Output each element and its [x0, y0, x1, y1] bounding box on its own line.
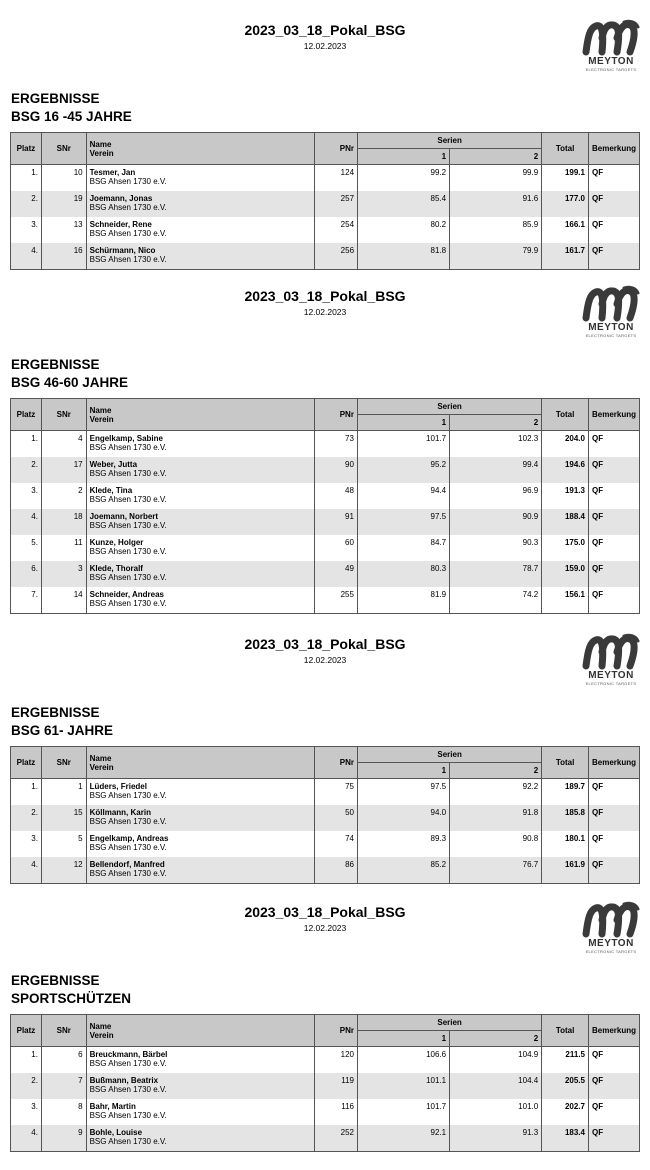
- document-date: 12.02.2023: [303, 923, 347, 933]
- bemerkung-cell: QF: [591, 168, 604, 177]
- header-platz: Platz: [11, 133, 42, 165]
- name-cell: [86, 483, 315, 509]
- series-2-cell: 91.6: [522, 194, 539, 203]
- name-cell: [86, 535, 315, 561]
- logo-sub-text: ELECTRONIC TARGETS: [585, 67, 637, 72]
- club-name: BSG Ahsen 1730 e.V.: [89, 469, 167, 478]
- series-2-cell: 79.9: [522, 246, 539, 255]
- snr-cell: 16: [73, 246, 83, 255]
- series-1-cell: 106.6: [426, 1050, 447, 1059]
- series-1-cell: 99.2: [430, 168, 447, 177]
- series-2-cell: 102.3: [518, 434, 539, 443]
- name-cell: [86, 1099, 315, 1125]
- pnr-cell: 86: [345, 860, 355, 869]
- header-name: [86, 747, 315, 779]
- total-cell: 161.7: [564, 246, 585, 255]
- series-1-cell: 94.0: [430, 808, 447, 817]
- header-series-2: 2: [450, 1031, 542, 1047]
- header-total: Total: [542, 399, 589, 431]
- series-1-cell: 101.7: [426, 1102, 447, 1111]
- snr-cell: 4: [78, 434, 83, 443]
- series-1-cell: 80.3: [430, 564, 447, 573]
- logo-brand-text: MEYTON: [588, 322, 634, 333]
- pnr-cell: 252: [340, 1128, 354, 1137]
- name-cell: [86, 509, 315, 535]
- pnr-cell: 75: [345, 782, 355, 791]
- total-cell: 191.3: [564, 486, 585, 495]
- snr-cell: 17: [73, 460, 83, 469]
- bemerkung-cell: QF: [591, 590, 604, 599]
- snr-cell: 8: [78, 1102, 83, 1111]
- header-platz: Platz: [11, 399, 42, 431]
- header-platz: Platz: [11, 747, 42, 779]
- results-table: [10, 1014, 640, 1152]
- shooter-name: Bellendorf, Manfred: [89, 860, 165, 869]
- series-1-cell: 81.8: [430, 246, 447, 255]
- section-heading: [11, 90, 132, 126]
- table-row: [11, 431, 640, 458]
- snr-cell: 9: [78, 1128, 83, 1137]
- shooter-name: Klede, Tina: [89, 486, 133, 495]
- pnr-cell: 124: [340, 168, 355, 177]
- name-cell: [86, 1073, 315, 1099]
- series-1-cell: 80.2: [430, 220, 447, 229]
- club-name: BSG Ahsen 1730 e.V.: [89, 521, 167, 530]
- table-row: [11, 1073, 640, 1099]
- shooter-name: Breuckmann, Bärbel: [89, 1050, 168, 1059]
- name-cell: [86, 457, 315, 483]
- bemerkung-cell: QF: [591, 486, 604, 495]
- pnr-cell: 254: [340, 220, 355, 229]
- pnr-cell: 120: [340, 1050, 354, 1059]
- club-name: BSG Ahsen 1730 e.V.: [89, 573, 167, 582]
- header-serien: Serien: [358, 133, 542, 149]
- header-bemerkung: Bemerkung: [588, 399, 639, 431]
- bemerkung-cell: QF: [591, 834, 604, 843]
- series-2-cell: 104.9: [518, 1050, 539, 1059]
- header-bemerkung: Bemerkung: [588, 133, 639, 165]
- club-name: BSG Ahsen 1730 e.V.: [89, 203, 167, 212]
- snr-cell: 19: [73, 194, 83, 203]
- heading-ergebnisse: ERGEBNISSE: [11, 357, 100, 372]
- document-title: 2023_03_18_Pokal_BSG: [244, 904, 406, 920]
- meyton-logo: [580, 632, 642, 688]
- pnr-cell: 48: [345, 486, 354, 495]
- total-cell: 161.9: [564, 860, 585, 869]
- header-series-2: 2: [450, 763, 542, 779]
- bemerkung-cell: QF: [591, 194, 604, 203]
- series-1-cell: 89.3: [430, 834, 447, 843]
- total-cell: 180.1: [564, 834, 585, 843]
- table-header: [11, 399, 640, 431]
- header-series-1: 1: [358, 763, 450, 779]
- name-cell: [86, 1125, 315, 1152]
- platz-cell: 2.: [31, 460, 38, 469]
- section-heading: [11, 972, 131, 1008]
- bemerkung-cell: QF: [591, 1128, 604, 1137]
- table-row: [11, 243, 640, 270]
- pnr-cell: 50: [345, 808, 355, 817]
- header-serien: Serien: [357, 1015, 541, 1031]
- bemerkung-cell: QF: [591, 564, 604, 573]
- table-row: [11, 535, 640, 561]
- name-cell: [86, 217, 315, 243]
- bemerkung-cell: QF: [591, 782, 604, 791]
- club-name: BSG Ahsen 1730 e.V.: [89, 599, 167, 608]
- shooter-name: Tesmer, Jan: [89, 168, 136, 177]
- table-row: [11, 587, 640, 614]
- results-table: [10, 132, 640, 270]
- meyton-logo: [580, 284, 642, 340]
- logo-sub-text: ELECTRONIC TARGETS: [585, 681, 637, 686]
- series-2-cell: 76.7: [522, 860, 539, 869]
- bemerkung-cell: QF: [591, 460, 604, 469]
- club-name: BSG Ahsen 1730 e.V.: [89, 817, 167, 826]
- snr-cell: 5: [78, 834, 83, 843]
- header-series-2: 2: [450, 149, 542, 165]
- section-heading: [11, 704, 113, 740]
- header-name: [86, 1015, 315, 1047]
- shooter-name: Bohle, Louise: [89, 1128, 143, 1137]
- heading-ergebnisse: ERGEBNISSE: [11, 705, 100, 720]
- logo-sub-text: ELECTRONIC TARGETS: [585, 949, 637, 954]
- table-row: [11, 509, 640, 535]
- header-verein-label: Verein: [89, 148, 114, 158]
- total-cell: 202.7: [564, 1102, 585, 1111]
- logo-brand-text: MEYTON: [588, 670, 634, 681]
- document-date: 12.02.2023: [303, 655, 347, 665]
- header-snr: SNr: [41, 133, 86, 165]
- snr-cell: 6: [78, 1050, 83, 1059]
- heading-ergebnisse: ERGEBNISSE: [11, 973, 100, 988]
- meyton-logo: [580, 900, 642, 956]
- pnr-cell: 90: [345, 460, 354, 469]
- pnr-cell: 91: [345, 512, 354, 521]
- club-name: BSG Ahsen 1730 e.V.: [89, 1059, 167, 1068]
- club-name: BSG Ahsen 1730 e.V.: [89, 547, 167, 556]
- total-cell: 175.0: [564, 538, 585, 547]
- results-table: [10, 398, 640, 614]
- shooter-name: Engelkamp, Sabine: [89, 434, 163, 443]
- document-date: 12.02.2023: [303, 307, 347, 317]
- header-pnr: PNr: [315, 747, 358, 779]
- heading-category: BSG 46-60 JAHRE: [11, 375, 129, 390]
- table-row: [11, 805, 640, 831]
- header-verein-label: Verein: [89, 1030, 114, 1040]
- shooter-name: Kunze, Holger: [89, 538, 144, 547]
- heading-category: SPORTSCHÜTZEN: [11, 991, 132, 1006]
- name-cell: [86, 191, 315, 217]
- header-name: [86, 133, 315, 165]
- series-2-cell: 99.9: [522, 168, 539, 177]
- series-1-cell: 94.4: [430, 486, 447, 495]
- series-2-cell: 96.9: [522, 486, 539, 495]
- club-name: BSG Ahsen 1730 e.V.: [89, 843, 167, 852]
- bemerkung-cell: QF: [591, 1076, 604, 1085]
- name-cell: [86, 431, 315, 458]
- club-name: BSG Ahsen 1730 e.V.: [89, 1085, 167, 1094]
- table-row: [11, 857, 640, 884]
- series-2-cell: 91.8: [522, 808, 539, 817]
- club-name: BSG Ahsen 1730 e.V.: [89, 791, 167, 800]
- results-table: [10, 746, 640, 884]
- total-cell: 199.1: [564, 168, 585, 177]
- total-cell: 205.5: [564, 1076, 585, 1085]
- table-row: [11, 457, 640, 483]
- club-name: BSG Ahsen 1730 e.V.: [89, 229, 167, 238]
- series-1-cell: 101.1: [426, 1076, 447, 1085]
- shooter-name: Weber, Jutta: [89, 460, 138, 469]
- shooter-name: Bußmann, Beatrix: [89, 1076, 159, 1085]
- document-date: 12.02.2023: [303, 41, 347, 51]
- name-cell: [86, 243, 315, 270]
- series-1-cell: 81.9: [430, 590, 447, 599]
- platz-cell: 3.: [31, 486, 38, 495]
- name-cell: [86, 587, 315, 614]
- snr-cell: 1: [78, 782, 83, 791]
- platz-cell: 3.: [31, 220, 38, 229]
- series-2-cell: 90.8: [522, 834, 539, 843]
- shooter-name: Schneider, Rene: [89, 220, 152, 229]
- series-2-cell: 85.9: [522, 220, 539, 229]
- series-1-cell: 97.5: [430, 512, 447, 521]
- series-1-cell: 85.2: [430, 860, 447, 869]
- shooter-name: Klede, Thoralf: [89, 564, 143, 573]
- total-cell: 211.5: [565, 1050, 585, 1059]
- platz-cell: 1.: [31, 782, 38, 791]
- series-2-cell: 91.3: [522, 1128, 539, 1137]
- snr-cell: 12: [73, 860, 83, 869]
- table-header: [11, 133, 640, 165]
- platz-cell: 2.: [31, 808, 38, 817]
- platz-cell: 4.: [31, 512, 38, 521]
- header-total: Total: [542, 1015, 589, 1047]
- platz-cell: 2.: [31, 1076, 38, 1085]
- club-name: BSG Ahsen 1730 e.V.: [89, 255, 167, 264]
- header-series-1: 1: [357, 1031, 449, 1047]
- shooter-name: Köllmann, Karin: [89, 808, 151, 817]
- snr-cell: 15: [73, 808, 83, 817]
- snr-cell: 7: [78, 1076, 83, 1085]
- header-series-2: 2: [450, 415, 542, 431]
- pnr-cell: 255: [340, 590, 354, 599]
- shooter-name: Joemann, Jonas: [89, 194, 153, 203]
- shooter-name: Schürmann, Nico: [89, 246, 156, 255]
- club-name: BSG Ahsen 1730 e.V.: [89, 443, 167, 452]
- header-verein-label: Verein: [89, 762, 114, 772]
- platz-cell: 5.: [31, 538, 38, 547]
- header-snr: SNr: [41, 399, 86, 431]
- heading-category: BSG 16 -45 JAHRE: [11, 109, 132, 124]
- name-cell: [86, 805, 315, 831]
- club-name: BSG Ahsen 1730 e.V.: [89, 1111, 167, 1120]
- table-row: [11, 1125, 640, 1152]
- bemerkung-cell: QF: [591, 860, 604, 869]
- header-bemerkung: Bemerkung: [588, 747, 639, 779]
- club-name: BSG Ahsen 1730 e.V.: [89, 495, 167, 504]
- series-1-cell: 95.2: [430, 460, 447, 469]
- name-cell: [86, 779, 315, 806]
- pnr-cell: 73: [345, 434, 354, 443]
- total-cell: 194.6: [564, 460, 585, 469]
- pnr-cell: 119: [341, 1076, 354, 1085]
- bemerkung-cell: QF: [591, 1102, 604, 1111]
- header-name-label: Name: [89, 1021, 112, 1031]
- snr-cell: 13: [73, 220, 83, 229]
- shooter-name: Schneider, Andreas: [89, 590, 165, 599]
- platz-cell: 1.: [31, 168, 38, 177]
- snr-cell: 3: [78, 564, 83, 573]
- snr-cell: 11: [74, 538, 83, 547]
- header-name-label: Name: [89, 139, 112, 149]
- bemerkung-cell: QF: [591, 808, 604, 817]
- table-row: [11, 779, 640, 806]
- name-cell: [86, 1047, 315, 1074]
- series-2-cell: 92.2: [522, 782, 539, 791]
- name-cell: [86, 857, 315, 884]
- logo-brand-text: MEYTON: [588, 56, 634, 67]
- club-name: BSG Ahsen 1730 e.V.: [89, 1137, 167, 1146]
- pnr-cell: 257: [340, 194, 355, 203]
- table-row: [11, 831, 640, 857]
- header-snr: SNr: [41, 747, 86, 779]
- total-cell: 189.7: [564, 782, 585, 791]
- total-cell: 156.1: [564, 590, 585, 599]
- document-title: 2023_03_18_Pokal_BSG: [244, 288, 406, 304]
- total-cell: 166.1: [564, 220, 585, 229]
- platz-cell: 3.: [31, 834, 38, 843]
- pnr-cell: 74: [345, 834, 355, 843]
- total-cell: 185.8: [564, 808, 585, 817]
- platz-cell: 4.: [31, 1128, 38, 1137]
- header-pnr: PNr: [315, 399, 358, 431]
- header-pnr: PNr: [315, 133, 358, 165]
- logo-sub-text: ELECTRONIC TARGETS: [585, 333, 637, 338]
- header-name: [86, 399, 315, 431]
- series-2-cell: 104.4: [518, 1076, 539, 1085]
- series-2-cell: 101.0: [518, 1102, 539, 1111]
- total-cell: 188.4: [564, 512, 585, 521]
- header-name-label: Name: [89, 753, 112, 763]
- bemerkung-cell: QF: [591, 434, 604, 443]
- series-1-cell: 84.7: [430, 538, 447, 547]
- header-bemerkung: Bemerkung: [588, 1015, 639, 1047]
- club-name: BSG Ahsen 1730 e.V.: [89, 869, 167, 878]
- meyton-logo: [580, 18, 642, 74]
- document-title: 2023_03_18_Pokal_BSG: [244, 22, 406, 38]
- total-cell: 204.0: [564, 434, 585, 443]
- name-cell: [86, 561, 315, 587]
- bemerkung-cell: QF: [591, 538, 604, 547]
- table-row: [11, 561, 640, 587]
- snr-cell: 2: [78, 486, 83, 495]
- platz-cell: 1.: [31, 434, 38, 443]
- platz-cell: 2.: [31, 194, 38, 203]
- header-series-1: 1: [357, 415, 449, 431]
- document-title: 2023_03_18_Pokal_BSG: [244, 636, 406, 652]
- series-2-cell: 99.4: [522, 460, 539, 469]
- platz-cell: 3.: [31, 1102, 38, 1111]
- table-header: [11, 747, 640, 779]
- table-row: [11, 1099, 640, 1125]
- shooter-name: Bahr, Martin: [89, 1102, 136, 1111]
- header-series-1: 1: [358, 149, 450, 165]
- section-heading: [11, 356, 128, 392]
- bemerkung-cell: QF: [591, 512, 604, 521]
- pnr-cell: 49: [345, 564, 354, 573]
- shooter-name: Joemann, Norbert: [89, 512, 159, 521]
- table-header: [11, 1015, 640, 1047]
- platz-cell: 7.: [31, 590, 38, 599]
- series-2-cell: 90.3: [522, 538, 539, 547]
- series-1-cell: 92.1: [430, 1128, 447, 1137]
- heading-ergebnisse: ERGEBNISSE: [11, 91, 100, 106]
- series-2-cell: 90.9: [522, 512, 539, 521]
- snr-cell: 10: [73, 168, 83, 177]
- header-platz: Platz: [11, 1015, 42, 1047]
- header-name-label: Name: [89, 405, 112, 415]
- platz-cell: 4.: [31, 860, 38, 869]
- total-cell: 183.4: [564, 1128, 585, 1137]
- platz-cell: 6.: [31, 564, 38, 573]
- table-row: [11, 1047, 640, 1074]
- header-verein-label: Verein: [89, 414, 114, 424]
- series-1-cell: 101.7: [426, 434, 447, 443]
- header-total: Total: [542, 133, 589, 165]
- shooter-name: Lüders, Friedel: [89, 782, 147, 791]
- club-name: BSG Ahsen 1730 e.V.: [89, 177, 167, 186]
- pnr-cell: 116: [341, 1102, 354, 1111]
- platz-cell: 4.: [31, 246, 38, 255]
- snr-cell: 14: [73, 590, 83, 599]
- pnr-cell: 256: [340, 246, 355, 255]
- total-cell: 177.0: [564, 194, 585, 203]
- table-row: [11, 191, 640, 217]
- bemerkung-cell: QF: [591, 220, 604, 229]
- table-row: [11, 483, 640, 509]
- header-pnr: PNr: [315, 1015, 358, 1047]
- header-total: Total: [542, 747, 589, 779]
- name-cell: [86, 831, 315, 857]
- total-cell: 159.0: [564, 564, 585, 573]
- snr-cell: 18: [73, 512, 83, 521]
- platz-cell: 1.: [31, 1050, 38, 1059]
- bemerkung-cell: QF: [591, 246, 604, 255]
- bemerkung-cell: QF: [591, 1050, 604, 1059]
- shooter-name: Engelkamp, Andreas: [89, 834, 169, 843]
- heading-category: BSG 61- JAHRE: [11, 723, 114, 738]
- series-2-cell: 74.2: [522, 590, 539, 599]
- series-2-cell: 78.7: [522, 564, 539, 573]
- pnr-cell: 60: [345, 538, 354, 547]
- table-row: [11, 165, 640, 192]
- logo-brand-text: MEYTON: [588, 938, 634, 949]
- series-1-cell: 97.5: [430, 782, 447, 791]
- header-serien: Serien: [357, 399, 541, 415]
- name-cell: [86, 165, 315, 192]
- series-1-cell: 85.4: [430, 194, 447, 203]
- header-snr: SNr: [41, 1015, 86, 1047]
- table-row: [11, 217, 640, 243]
- header-serien: Serien: [358, 747, 542, 763]
